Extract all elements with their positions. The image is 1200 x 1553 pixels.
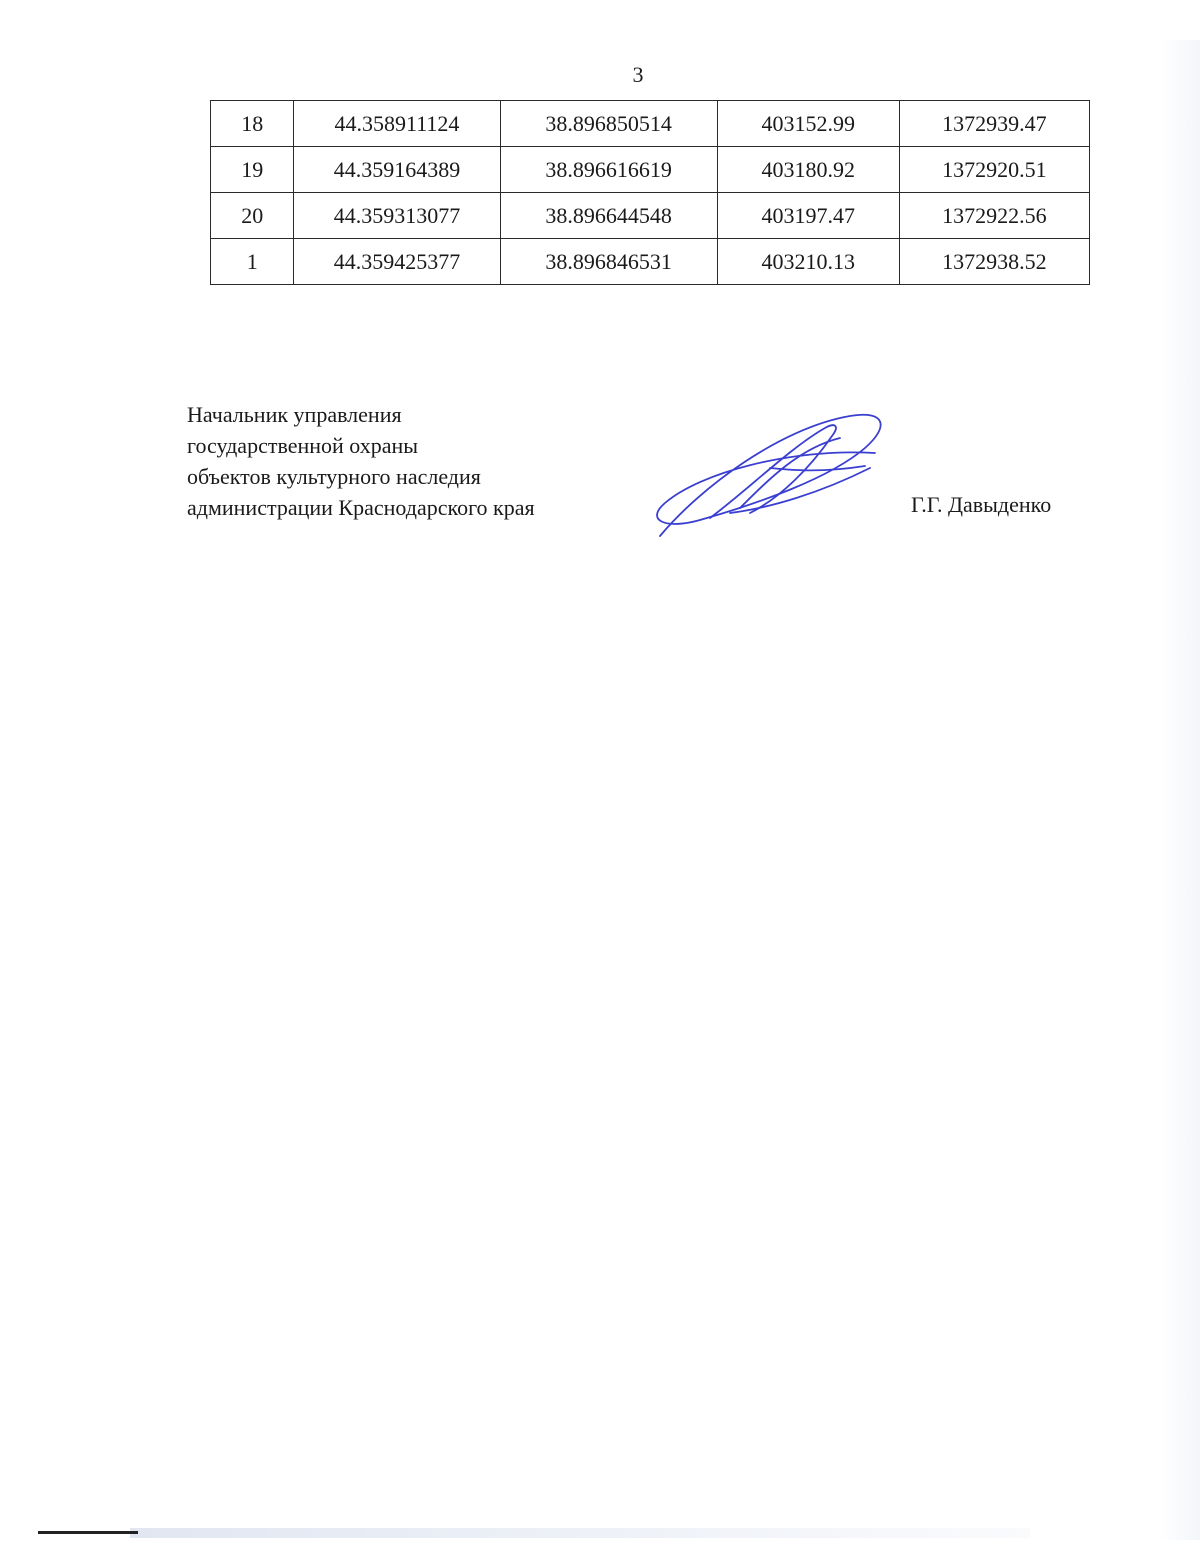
x-coordinate-cell: 403152.99 bbox=[717, 101, 899, 147]
latitude-cell: 44.359164389 bbox=[294, 147, 500, 193]
table-row bbox=[211, 101, 1090, 147]
x-coordinate-cell: 403210.13 bbox=[717, 239, 899, 285]
signatory-title-line: государственной охраны bbox=[187, 433, 419, 458]
signatory-title bbox=[187, 399, 535, 523]
x-coordinate-cell: 403180.92 bbox=[717, 147, 899, 193]
longitude-cell: 38.896616619 bbox=[500, 147, 717, 193]
signatory-title-line: администрации Краснодарского края bbox=[187, 495, 535, 520]
y-coordinate-cell: 1372922.56 bbox=[899, 193, 1089, 239]
longitude-cell: 38.896850514 bbox=[500, 101, 717, 147]
scan-edge-shade bbox=[1160, 40, 1200, 1540]
y-coordinate-cell: 1372920.51 bbox=[899, 147, 1089, 193]
latitude-cell: 44.358911124 bbox=[294, 101, 500, 147]
y-coordinate-cell: 1372938.52 bbox=[899, 239, 1089, 285]
handwritten-signature bbox=[640, 408, 900, 543]
signatory-title-line: объектов культурного наследия bbox=[187, 464, 481, 489]
longitude-cell: 38.896644548 bbox=[500, 193, 717, 239]
signatory-name: Г.Г. Давыденко bbox=[911, 492, 1052, 517]
point-number-cell: 1 bbox=[211, 239, 294, 285]
point-number-cell: 19 bbox=[211, 147, 294, 193]
page-number: 3 bbox=[632, 62, 644, 87]
latitude-cell: 44.359425377 bbox=[294, 239, 500, 285]
table-row bbox=[211, 147, 1090, 193]
y-coordinate-cell: 1372939.47 bbox=[899, 101, 1089, 147]
table-row bbox=[211, 193, 1090, 239]
point-number-cell: 20 bbox=[211, 193, 294, 239]
signatory-title-line: Начальник управления bbox=[187, 402, 402, 427]
table-row bbox=[211, 239, 1090, 285]
coordinates-table bbox=[210, 100, 1090, 285]
footer-rule bbox=[38, 1531, 138, 1534]
point-number-cell: 18 bbox=[211, 101, 294, 147]
scan-bottom-shade bbox=[130, 1528, 1030, 1538]
x-coordinate-cell: 403197.47 bbox=[717, 193, 899, 239]
longitude-cell: 38.896846531 bbox=[500, 239, 717, 285]
latitude-cell: 44.359313077 bbox=[294, 193, 500, 239]
